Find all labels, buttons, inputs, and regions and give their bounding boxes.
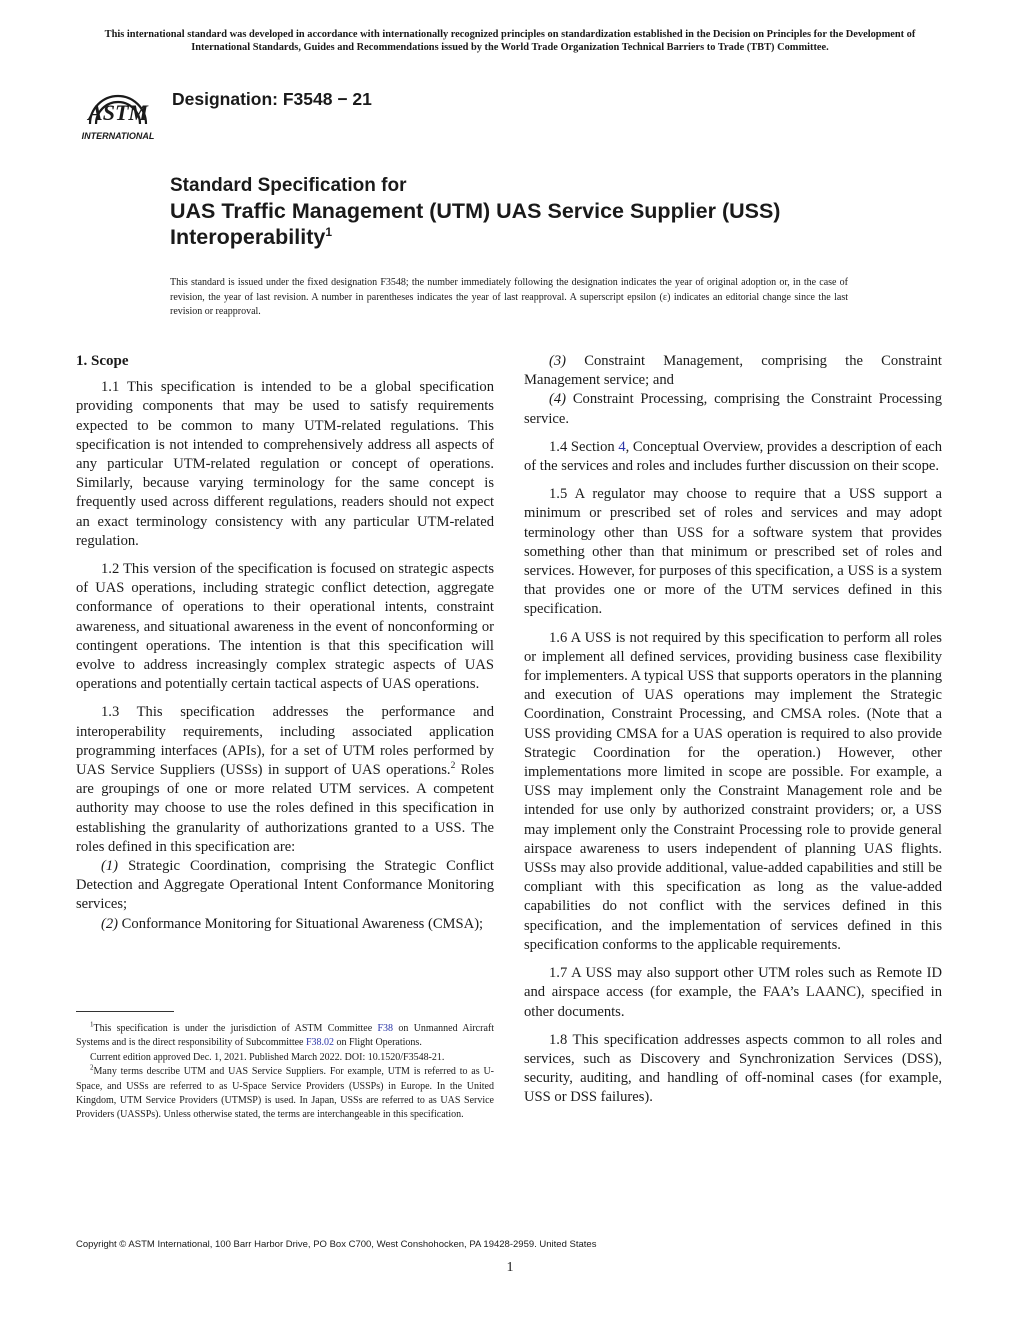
astm-logo <box>76 74 162 144</box>
section-4-link[interactable]: 4 <box>618 438 626 455</box>
paragraph-1-4-text-b: , Conceptual Overview, provides a description of each of the services and roles and includes further discussion on their scope. <box>524 438 942 475</box>
role-number: (4) <box>549 391 567 408</box>
footnote-1-marker: 1 <box>90 1020 94 1029</box>
title-footnote-marker: 1 <box>325 224 332 239</box>
title-line-2: UAS Traffic Management (UTM) UAS Service Supplier (USS) <box>170 199 781 223</box>
footnote-2-text: Many terms describe UTM and UAS Service Suppliers. For example, UTM is referred to as U-Space, and USSs are referred to as U-Space Service Providers (USSPs) in Europe. In the United Kingdom, UTM Service Providers (UTMSP) is used. In Japan, USSs are referred to as UAS Service Providers (UASSPs). Unless otherwise stated, the terms are interchangeable in this specification. <box>76 1066 494 1121</box>
role-item <box>524 352 942 390</box>
footnote-2 <box>76 1065 494 1123</box>
document-title <box>170 174 910 250</box>
title-line-1: Standard Specification for <box>170 175 407 196</box>
footnote-1-text-b: on Unmanned Aircraft Systems and is the direct responsibility of Subcommittee <box>76 1023 494 1049</box>
paragraph-1-5: 1.5 A regulator may choose to require that a USS support a minimum or prescribed set of roles and services and may adopt terminology other than USS for a software system that provides something other than that minimum or prescribed set of roles and services. However, for purposes of this specification, a USS is a system that provides one or more of the UTM services defined in this specification. <box>524 486 942 618</box>
logo-subtext: INTERNATIONAL <box>81 131 155 141</box>
paragraph-1-4 <box>524 438 942 476</box>
role-text: Strategic Coordination, comprising the Strategic Conflict Detection and Aggregate Operational Intent Conformance Monitoring services; <box>76 858 494 913</box>
role-number: (2) <box>101 915 119 932</box>
paragraph-1-3-text-b: Roles are groupings of one or more related UTM services. A competent authority may choose to use the roles defined in this specification in establishing the granularity of authorizations granted to a USS. The roles defined in this specification are: <box>76 762 494 855</box>
committee-f38-link[interactable]: F38 <box>377 1023 394 1034</box>
role-text: Conformance Monitoring for Situational Awareness (CMSA); <box>118 915 484 932</box>
subcommittee-f38-02-link[interactable]: F38.02 <box>305 1037 335 1049</box>
footnotes <box>76 1022 494 1123</box>
footnote-divider <box>76 1011 174 1012</box>
role-number: (1) <box>101 858 119 875</box>
wto-notice: This international standard was developed in accordance with internationally recognized principles on standardization established in the Decision on Principles for the Development of International Standards, Guides and Recommendations issued by the World Trade Organization Technical Barriers to Trade (TBT) Committee. <box>104 29 916 53</box>
footnote-1-edition: Current edition approved Dec. 1, 2021. Published March 2022. DOI: 10.1520/F3548-21. <box>90 1051 445 1063</box>
paragraph-1-7: 1.7 A USS may also support other UTM roles such as Remote ID and airspace access (for example, the FAA’s LAANC), specified in other documents. <box>524 965 942 1020</box>
paragraph-1-3 <box>76 703 494 857</box>
role-item <box>76 915 494 934</box>
role-item <box>76 857 494 915</box>
issuance-note: This standard is issued under the fixed designation F3548; the number immediately following the designation indicates the year of original adoption or, in the case of revision, the year of last revision. A number in parentheses indicates the year of last reapproval. A superscript epsilon (ε) indicates an editorial change since the last revision or reapproval. <box>170 277 848 318</box>
left-column <box>76 352 494 934</box>
footnote-ref-2: 2 <box>450 761 456 772</box>
title-line-3-text: Interoperability <box>170 225 326 249</box>
designation: Designation: F3548 − 21 <box>172 89 372 109</box>
footnote-1-text-c: on Flight Operations. <box>334 1037 422 1049</box>
footnote-1-text-a: This specification is under the jurisdiction of ASTM Committee <box>93 1023 378 1034</box>
copyright: Copyright © ASTM International, 100 Barr Harbor Drive, PO Box C700, West Conshohocken, PA 19428-2959. United States <box>76 1239 597 1250</box>
footnote-1 <box>76 1022 494 1051</box>
paragraph-1-3-text-a: 1.3 This specification addresses the performance and interoperability requirements, including associated application programming interfaces (APIs), for a set of UTM roles performed by UAS Service Suppliers (USSs) in support of UAS operations. <box>76 704 494 779</box>
paragraph-1-4-text-a: 1.4 Section <box>549 438 619 455</box>
paragraph-1-6: 1.6 A USS is not required by this specification to perform all roles or implement all defined services, providing business case flexibility for implementers. A typical USS that supports operators in the planning and execution of UAS operations may implement the Strategic Coordination, Constraint Processing, and CMSA roles. (Note that a USS providing CMSA for a UAS operation is required to also provide Strategic Coordination for the operation.) However, other implementations more limited in scope are possible. For example, a USS may implement only the Constraint Management role and be intended for use only by authorized constraint providers; or, a USS may implement only the Constraint Processing role to provide general airspace awareness to users independent of planning UAS flights. USSs may also provide additional, value-added capabilities and still be compliant with this specification as long as the value-added capabilities do not conflict with the services defined in this specification, and the implementation of services defined in this specification conforms to the applicable requirements. <box>524 629 942 953</box>
role-text: Constraint Processing, comprising the Constraint Processing service. <box>524 391 942 427</box>
paragraph-1-8: 1.8 This specification addresses aspects common to all roles and services, such as Discovery and Synchronization Services (DSS), security, auditing, and handling of off-nominal cases (for example, USS or DSS failures). <box>524 1031 942 1106</box>
logo-text: ASTM <box>88 100 148 125</box>
right-column <box>524 352 942 1117</box>
footnote-2-marker: 2 <box>90 1063 94 1072</box>
role-number: (3) <box>549 353 567 369</box>
paragraph-1-1: 1.1 This specification is intended to be a global specification providing components that may be used to satisfy requirements expected to be common to many UTM-related regulations. This specification is not intended to comprehensively address all aspects of any particular UTM-related regulation or concept of operations. Similarly, because varying terminology for the same concept is frequently used across different regulations, readers should not expect an exact terminology consistency with any particular UTM-related regulation. <box>76 379 494 549</box>
paragraph-1-2: 1.2 This version of the specification is focused on strategic aspects of UAS operations, including strategic conflict detection, aggregate conformance of operations to their operational intents, constraint awareness, and situational awareness in the event of nonconforming or contingent operations. The intention is that this specification will evolve to address increasingly complex strategic aspects of UAS operations and potentially certain tactical aspects of UAS operations. <box>76 561 494 693</box>
role-item <box>524 390 942 428</box>
role-text: Constraint Management, comprising the Constraint Management service; and <box>524 353 942 389</box>
section-heading: 1. Scope <box>76 353 129 369</box>
page-number: 1 <box>506 1260 514 1275</box>
title-line-3 <box>170 224 910 250</box>
